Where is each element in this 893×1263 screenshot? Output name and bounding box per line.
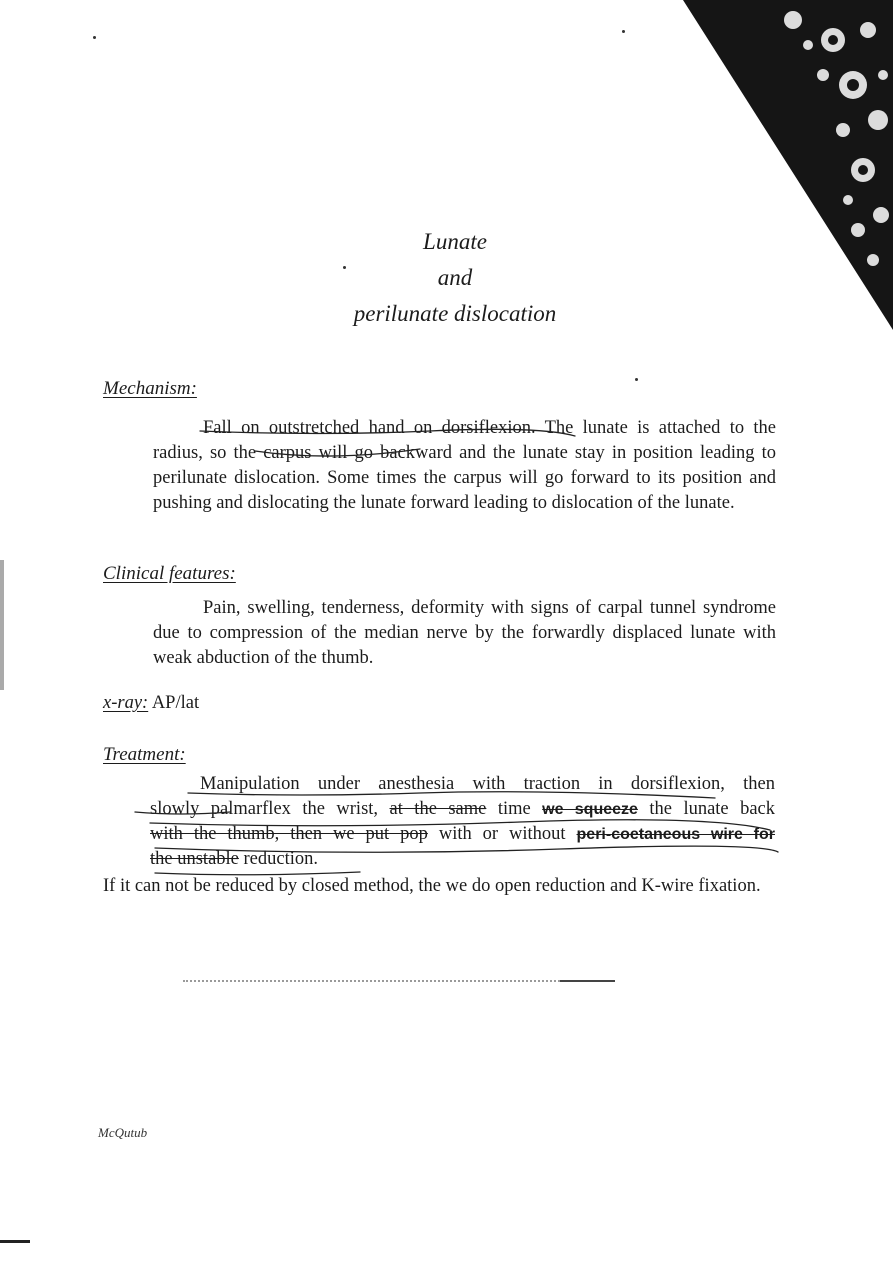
struck-text: the unstable — [150, 849, 239, 869]
treatment-line — [150, 822, 775, 847]
mechanism-text: Fall on outstretched hand on dorsiflexion. The lunate is attached to the radius, so the carpus will go backward and the lunate stay in position leading to perilunate dislocation. Some times the carpus will go forward to its position and pushing and dislocating the lunate forward leading to dislocation of the lunate. — [153, 418, 776, 513]
xray-value: AP/lat — [151, 693, 200, 713]
xray-line — [103, 693, 199, 714]
struck-text: with the thumb, then we put pop — [150, 824, 428, 844]
mechanism-paragraph — [153, 416, 776, 516]
scan-edge-mark — [0, 1240, 30, 1243]
treatment-fragment: with or without — [438, 824, 566, 844]
treatment-line: Manipulation under anesthesia with traction in dorsiflexion, then — [200, 774, 775, 794]
treatment-heading: Treatment: — [103, 744, 186, 765]
xray-label: x-ray: — [103, 693, 149, 713]
treatment-fragment: reduction. — [243, 849, 319, 869]
clinical-features-paragraph — [153, 596, 776, 671]
footer-signature: McQutub — [98, 1125, 148, 1140]
scan-speck — [93, 36, 96, 39]
scan-speck — [622, 30, 625, 33]
treatment-line — [150, 847, 775, 872]
struck-text: at the same — [389, 799, 487, 819]
struck-text: peri-coetaneous wire for — [576, 826, 775, 843]
treatment-line — [150, 797, 775, 822]
page-title — [0, 224, 893, 332]
title-line: and — [437, 265, 473, 290]
treatment-closing-text: If it can not be reduced by closed method, the we do open reduction and K-wire fixation. — [103, 876, 761, 896]
title-line: Lunate — [423, 229, 487, 254]
treatment-fragment: time — [497, 799, 531, 819]
mechanism-heading: Mechanism: — [103, 378, 197, 399]
struck-text: we squeeze — [542, 801, 638, 818]
title-line: perilunate dislocation — [353, 301, 557, 326]
clinical-features-heading: Clinical features: — [103, 563, 236, 584]
divider-rule — [183, 980, 615, 982]
scan-edge-mark — [0, 560, 4, 690]
treatment-fragment: slowly palmarflex the wrist, — [150, 799, 379, 819]
clinical-features-text: Pain, swelling, tenderness, deformity with signs of carpal tunnel syndrome due to compression of the median nerve by the forwardly displaced lunate with weak abduction of the thumb. — [153, 598, 776, 668]
scan-speck — [635, 378, 638, 381]
treatment-paragraph — [150, 772, 775, 872]
treatment-fragment: the lunate back — [649, 799, 776, 819]
